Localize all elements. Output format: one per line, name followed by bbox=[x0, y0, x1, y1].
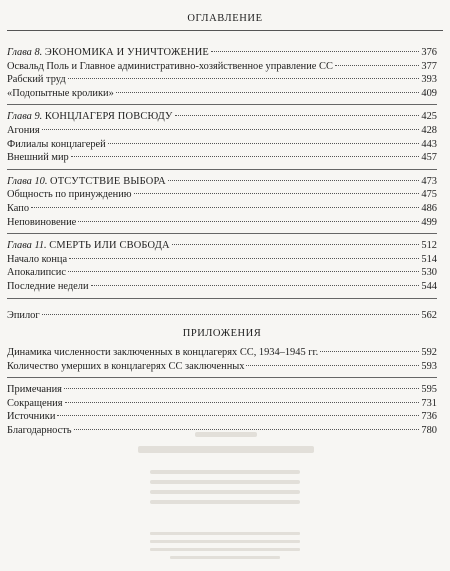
section-divider bbox=[7, 298, 437, 299]
entry-title: Апокалипсис bbox=[7, 267, 66, 279]
dot-leader bbox=[91, 285, 419, 286]
toc-entry[interactable] bbox=[7, 151, 437, 165]
entry-title: Рабский труд bbox=[7, 74, 66, 86]
table-of-contents bbox=[7, 46, 437, 438]
dot-leader bbox=[42, 314, 419, 315]
entry-title: Эпилог bbox=[7, 309, 40, 321]
dot-leader bbox=[31, 207, 419, 208]
page-number: 731 bbox=[421, 397, 437, 409]
page-number: 780 bbox=[421, 425, 437, 437]
toc-chapter-8[interactable] bbox=[7, 46, 437, 60]
dot-leader bbox=[64, 388, 419, 389]
page-number: 473 bbox=[421, 175, 437, 187]
chapter-title: СМЕРТЬ ИЛИ СВОБОДА bbox=[49, 240, 170, 252]
toc-epilogue[interactable] bbox=[7, 309, 437, 323]
entry-title: Последние недели bbox=[7, 280, 89, 292]
dot-leader bbox=[108, 143, 419, 144]
dot-leader bbox=[172, 244, 419, 245]
toc-entry[interactable] bbox=[7, 138, 437, 152]
chapter-title: ЭКОНОМИКА И УНИЧТОЖЕНИЕ bbox=[44, 47, 209, 58]
dot-leader bbox=[320, 351, 419, 352]
page-number: 595 bbox=[421, 384, 437, 396]
toc-entry[interactable] bbox=[7, 73, 437, 87]
dot-leader bbox=[78, 221, 419, 222]
dot-leader bbox=[71, 156, 419, 157]
dot-leader bbox=[116, 92, 419, 93]
toc-entry[interactable] bbox=[7, 87, 437, 101]
page-number: 376 bbox=[421, 47, 437, 58]
dot-leader bbox=[168, 180, 419, 181]
entry-title: Агония bbox=[7, 124, 40, 136]
page-number: 409 bbox=[421, 87, 437, 99]
dot-leader bbox=[175, 115, 419, 116]
dot-leader bbox=[68, 271, 419, 272]
toc-entry[interactable] bbox=[7, 266, 437, 280]
dot-leader bbox=[246, 365, 419, 366]
dot-leader bbox=[211, 51, 419, 52]
entry-title: Освальд Поль и Главное административно-хозяйственное управление СС bbox=[7, 60, 333, 72]
entry-title: Динамика численности заключенных в концлагерях СС, 1934–1945 гг. bbox=[7, 347, 319, 359]
toc-chapter-10[interactable] bbox=[7, 175, 437, 189]
toc-entry[interactable] bbox=[7, 124, 437, 138]
dot-leader bbox=[65, 402, 420, 403]
toc-appendix[interactable] bbox=[7, 346, 437, 360]
chapter-title: КОНЦЛАГЕРЯ ПОВСЮДУ bbox=[44, 111, 173, 123]
toc-entry[interactable] bbox=[7, 202, 437, 216]
section-divider bbox=[7, 233, 437, 234]
show-through-texture bbox=[0, 420, 450, 570]
entry-title: Примечания bbox=[7, 384, 62, 396]
page-header: ОГЛАВЛЕНИЕ bbox=[187, 13, 263, 24]
entry-title: Количество умерших в концлагерях СС заключенных bbox=[7, 360, 245, 372]
toc-chapter-11[interactable] bbox=[7, 239, 437, 253]
entry-title: Филиалы концлагерей bbox=[7, 138, 106, 150]
chapter-label: Глава 11. bbox=[7, 240, 47, 252]
dot-leader bbox=[134, 193, 419, 194]
entry-title: Внешний мир bbox=[7, 152, 69, 164]
page-number: 512 bbox=[421, 240, 437, 252]
page-number: 475 bbox=[421, 189, 437, 201]
toc-entry[interactable] bbox=[7, 188, 437, 202]
dot-leader bbox=[69, 258, 419, 259]
entry-title: Начало конца bbox=[7, 253, 68, 265]
toc-entry[interactable] bbox=[7, 60, 437, 74]
entry-title: Неповиновение bbox=[7, 216, 77, 228]
page-number: 425 bbox=[421, 111, 437, 123]
page-number: 393 bbox=[421, 74, 437, 86]
dot-leader bbox=[42, 129, 419, 130]
section-divider bbox=[7, 104, 437, 105]
page-number: 593 bbox=[421, 360, 437, 372]
chapter-label: Глава 9. bbox=[7, 111, 43, 123]
chapter-label: Глава 8. bbox=[7, 47, 43, 58]
dot-leader bbox=[68, 78, 419, 79]
page-number: 443 bbox=[421, 138, 437, 150]
chapter-title: ОТСУТСТВИЕ ВЫБОРА bbox=[50, 175, 166, 187]
section-divider bbox=[7, 169, 437, 170]
toc-back-matter[interactable] bbox=[7, 397, 437, 411]
page-number: 514 bbox=[421, 253, 437, 265]
toc-chapter-9[interactable] bbox=[7, 110, 437, 124]
toc-entry[interactable] bbox=[7, 280, 437, 294]
entry-title: Благодарность bbox=[7, 425, 72, 437]
page-number: 736 bbox=[421, 411, 437, 423]
dot-leader bbox=[335, 65, 419, 66]
page-number: 544 bbox=[421, 280, 437, 292]
page-number: 486 bbox=[421, 202, 437, 214]
entry-title: Общность по принуждению bbox=[7, 189, 132, 201]
page-number: 592 bbox=[421, 347, 437, 359]
page-number: 377 bbox=[421, 60, 437, 72]
entry-title: «Подопытные кролики» bbox=[7, 87, 114, 99]
entry-title: Капо bbox=[7, 202, 30, 214]
page-number: 457 bbox=[421, 152, 437, 164]
page-number: 530 bbox=[421, 267, 437, 279]
toc-back-matter[interactable] bbox=[7, 383, 437, 397]
entry-title: Сокращения bbox=[7, 397, 63, 409]
page-number: 428 bbox=[421, 124, 437, 136]
page-number: 499 bbox=[421, 216, 437, 228]
header-rule bbox=[7, 30, 443, 31]
appendices-heading: ПРИЛОЖЕНИЯ bbox=[182, 328, 262, 340]
toc-entry[interactable] bbox=[7, 216, 437, 230]
entry-title: Источники bbox=[7, 411, 56, 423]
dot-leader bbox=[57, 415, 419, 416]
toc-entry[interactable] bbox=[7, 253, 437, 267]
toc-appendix[interactable] bbox=[7, 360, 437, 374]
section-divider bbox=[7, 377, 437, 378]
chapter-label: Глава 10. bbox=[7, 175, 48, 187]
page-number: 562 bbox=[421, 309, 437, 321]
